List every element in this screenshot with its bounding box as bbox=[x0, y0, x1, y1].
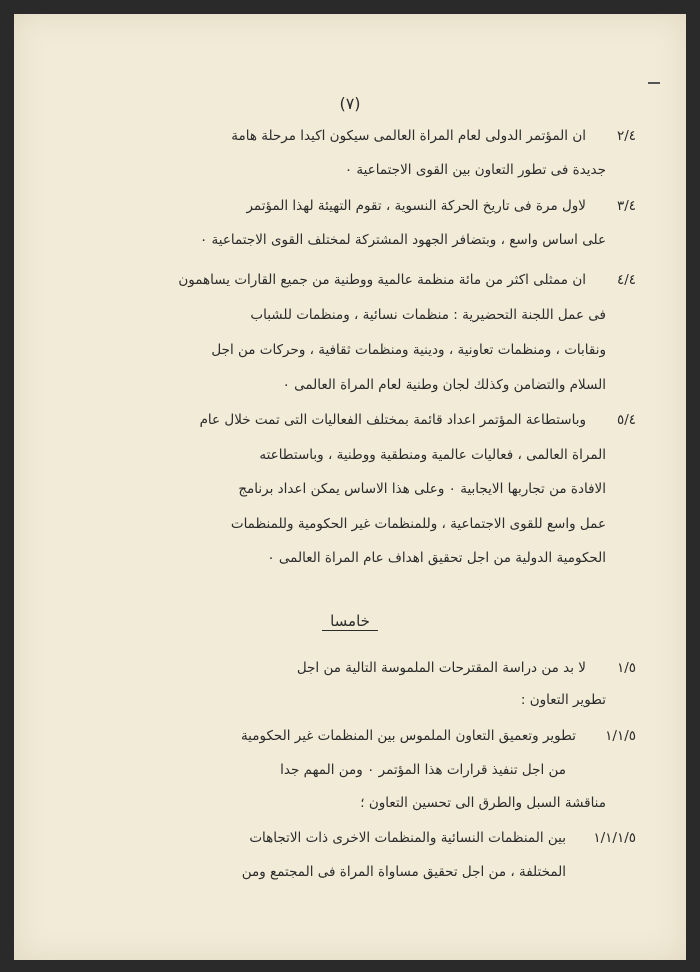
text-line: لاول مرة فى تاريخ الحركة النسوية ، تقوم التهيئة لهذا المؤتمر bbox=[246, 198, 586, 214]
section-heading bbox=[14, 612, 686, 630]
text-line: بين المنظمات النسائية والمنظمات الاخرى ذات الاتجاهات bbox=[249, 830, 566, 846]
text-line: المختلفة ، من اجل تحقيق مساواة المراة فى المجتمع ومن bbox=[241, 864, 566, 880]
document-page bbox=[14, 14, 686, 960]
paragraph-number: ١/٥ bbox=[616, 660, 636, 676]
text-line: تطوير وتعميق التعاون الملموس بين المنظمات غير الحكومية bbox=[240, 728, 576, 744]
paragraph-number: ٤/٤ bbox=[616, 272, 636, 288]
text-line: عمل واسع للقوى الاجتماعية ، وللمنظمات غير الحكومية وللمنظمات bbox=[230, 516, 606, 532]
text-line: ان المؤتمر الدولى لعام المراة العالمى سيكون اكيدا مرحلة هامة bbox=[231, 128, 586, 144]
text-line: لا بد من دراسة المقترحات الملموسة التالية من اجل bbox=[296, 660, 586, 676]
text-line: السلام والتضامن وكذلك لجان وطنية لعام المراة العالمى ٠ bbox=[282, 377, 606, 393]
text-line: جديدة فى تطور التعاون بين القوى الاجتماعية ٠ bbox=[344, 162, 606, 178]
text-line: ان ممثلى اكثر من مائة منظمة عالمية ووطنية من جميع القارات يساهمون bbox=[178, 272, 586, 288]
text-line: من اجل تنفيذ قرارات هذا المؤتمر ٠ ومن المهم جدا bbox=[280, 762, 566, 778]
paragraph-number: ٥/٤ bbox=[616, 412, 636, 428]
text-line: الحكومية الدولية من اجل تحقيق اهداف عام المراة العالمى ٠ bbox=[267, 550, 606, 566]
paragraph-number: ٢/٤ bbox=[616, 128, 636, 144]
text-line: وباستطاعة المؤتمر اعداد قائمة بمختلف الفعاليات التى تمت خلال عام bbox=[199, 412, 586, 428]
margin-mark bbox=[648, 82, 660, 84]
paragraph-number: ٣/٤ bbox=[616, 198, 636, 214]
text-line: فى عمل اللجنة التحضيرية : منظمات نسائية ، ومنظمات للشباب bbox=[250, 307, 606, 323]
text-line: الافادة من تجاربها الايجابية ٠ وعلى هذا الاساس يمكن اعداد برنامج bbox=[238, 481, 606, 497]
paragraph-number: ١/١/١/٥ bbox=[593, 830, 636, 846]
text-line: ونقابات ، ومنظمات تعاونية ، ودينية ومنظمات ثقافية ، وحركات من اجل bbox=[211, 342, 606, 358]
text-line: المراة العالمى ، فعاليات عالمية ومنطقية ووطنية ، وباستطاعته bbox=[259, 447, 606, 463]
section-heading-text: خامسا bbox=[322, 612, 378, 631]
page-number: (٧) bbox=[339, 94, 361, 113]
text-line: تطوير التعاون : bbox=[520, 692, 606, 708]
text-line: على اساس واسع ، وبتضافر الجهود المشتركة لمختلف القوى الاجتماعية ٠ bbox=[199, 232, 606, 248]
paragraph-number: ١/١/٥ bbox=[605, 728, 636, 744]
text-line: مناقشة السبل والطرق الى تحسين التعاون ؛ bbox=[360, 795, 606, 811]
